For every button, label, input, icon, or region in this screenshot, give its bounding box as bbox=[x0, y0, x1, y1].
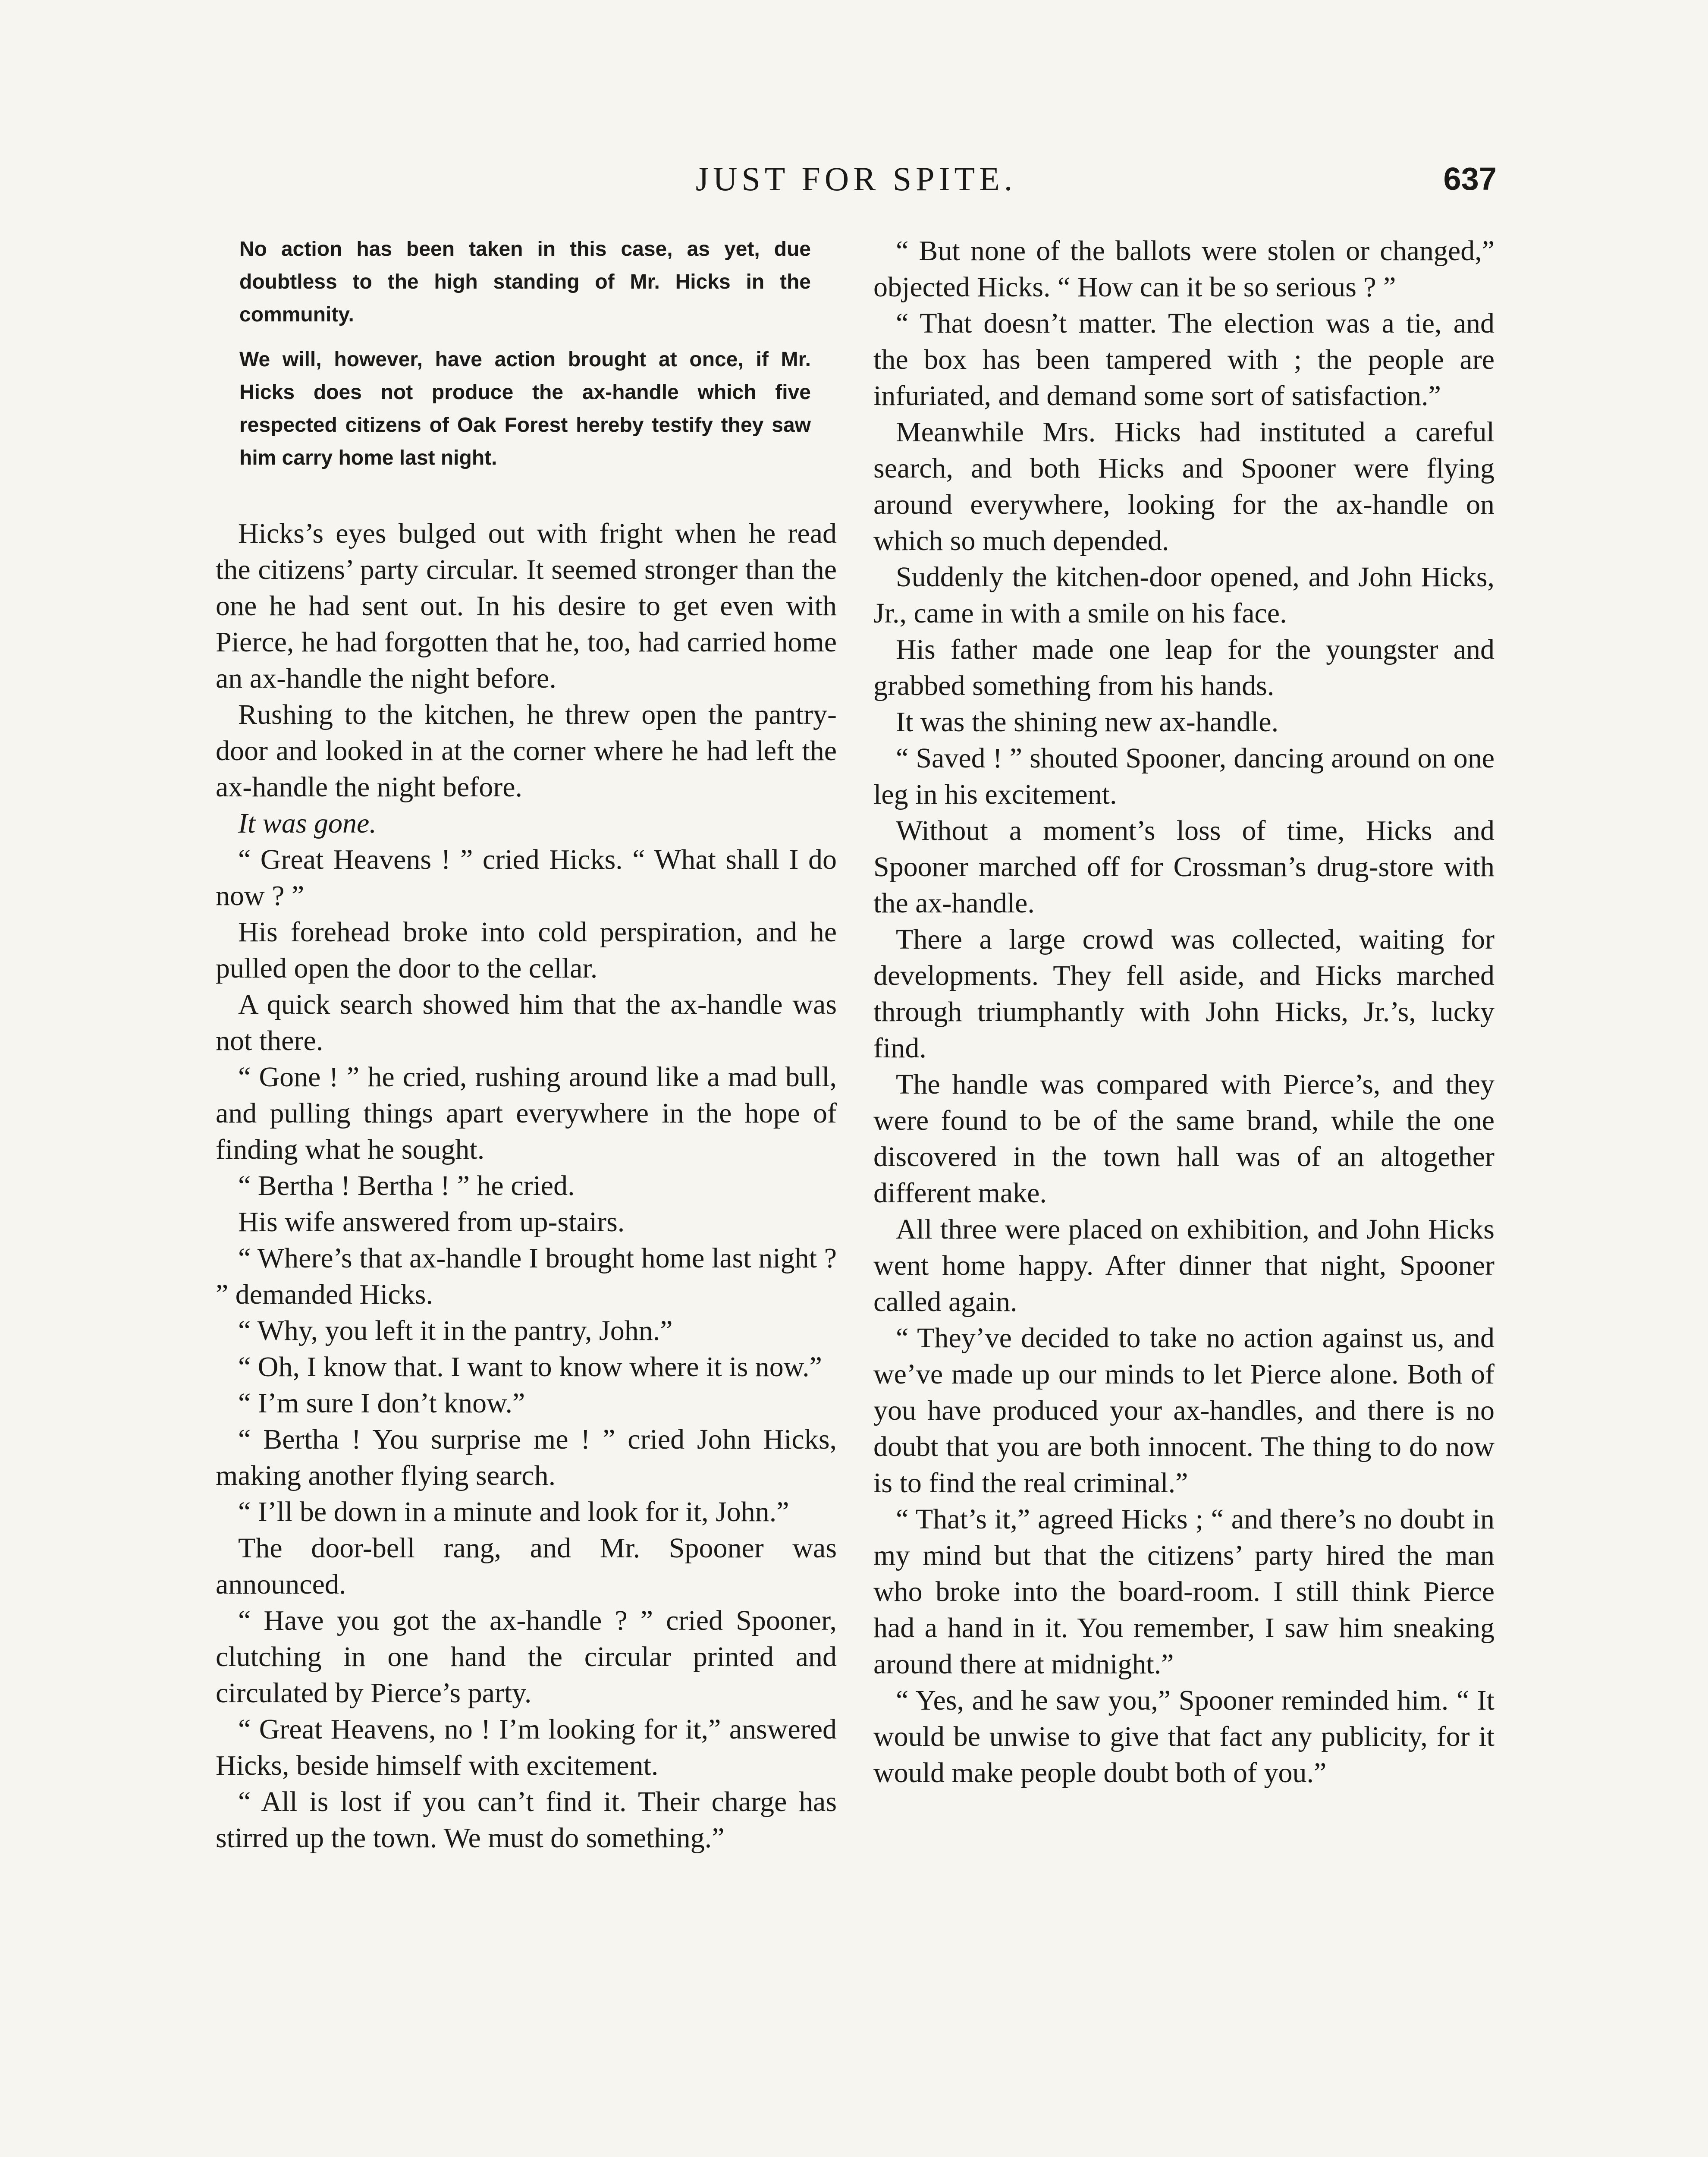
paragraph: “ Yes, and he saw you,” Spooner reminded him. “ It would be unwise to give that fact any publicity, for it would make people doubt both of you.” bbox=[873, 1685, 1494, 1789]
paragraph: “ Great Heavens, no ! I’m looking for it,” answered Hicks, beside himself with excitement. bbox=[216, 1714, 837, 1781]
page-header bbox=[216, 155, 1497, 203]
circular-notice: No action has been taken in this case, as yet, due doubtless to the high standing of Mr. Hicks in the community. bbox=[239, 238, 811, 326]
paragraph: The door-bell rang, and Mr. Spooner was announced. bbox=[216, 1532, 837, 1600]
right-column bbox=[873, 233, 1494, 2157]
paragraph: The handle was compared with Pierce’s, and they were found to be of the same brand, while the one discovered in the town hall was of an altogether different make. bbox=[873, 1069, 1494, 1209]
paragraph: “ Have you got the ax-handle ? ” cried Spooner, clutching in one hand the circular printed and circulated by Pierce’s party. bbox=[216, 1605, 837, 1709]
paragraph: Suddenly the kitchen-door opened, and John Hicks, Jr., came in with a smile on his face. bbox=[873, 561, 1494, 629]
paragraph: Rushing to the kitchen, he threw open the pantry-door and looked in at the corner where he had left the ax-handle the night before. bbox=[216, 699, 837, 803]
paragraph: Meanwhile Mrs. Hicks had instituted a careful search, and both Hicks and Spooner were flying around everywhere, looking for the ax-handle on which so much depended. bbox=[873, 416, 1494, 557]
paragraph: “ I’m sure I don’t know.” bbox=[238, 1387, 525, 1419]
paragraph: “ Great Heavens ! ” cried Hicks. “ What shall I do now ? ” bbox=[216, 844, 837, 912]
paragraph: “ All is lost if you can’t find it. Their charge has stirred up the town. We must do something.” bbox=[216, 1786, 837, 1854]
paragraph: It was the shining new ax-handle. bbox=[896, 706, 1279, 738]
paragraph: His father made one leap for the youngster and grabbed something from his hands. bbox=[873, 634, 1494, 701]
paragraph: His forehead broke into cold perspiration, and he pulled open the door to the cellar. bbox=[216, 916, 837, 984]
running-title: JUST FOR SPITE. bbox=[695, 160, 1017, 198]
paragraph: “ But none of the ballots were stolen or changed,” objected Hicks. “ How can it be so serious ? ” bbox=[873, 235, 1494, 303]
paragraph: “ They’ve decided to take no action against us, and we’ve made up our minds to let Pierce alone. Both of you have produced your ax-handles, and there is no doubt that you are both innocent. The thing to do now is to find the real criminal.” bbox=[873, 1322, 1494, 1499]
paragraph: “ Bertha ! You surprise me ! ” cried John Hicks, making another flying search. bbox=[216, 1424, 837, 1491]
circular-notice: We will, however, have action brought at once, if Mr. Hicks does not produce the ax-handle which five respected citizens of Oak Forest hereby testify they saw him carry home last night. bbox=[239, 348, 811, 469]
paragraph: Hicks’s eyes bulged out with fright when he read the citizens’ party circular. It seemed stronger than the one he had sent out. In his desire to get even with Pierce, he had forgotten that he, too, had carried home an ax-handle the night before. bbox=[216, 518, 837, 694]
paragraph: “ Why, you left it in the pantry, John.” bbox=[238, 1315, 673, 1346]
paragraph: All three were placed on exhibition, and John Hicks went home happy. After dinner that night, Spooner called again. bbox=[873, 1214, 1494, 1317]
paragraph: It was gone. bbox=[238, 808, 377, 839]
paragraph: “ Oh, I know that. I want to know where it is now.” bbox=[238, 1351, 822, 1383]
paragraph: “ That doesn’t matter. The election was a tie, and the box has been tampered with ; the people are infuriated, and demand some sort of satisfaction.” bbox=[873, 308, 1494, 412]
paragraph: “ Gone ! ” he cried, rushing around like a mad bull, and pulling things apart everywhere in the hope of finding what he sought. bbox=[216, 1061, 837, 1165]
paragraph: “ I’ll be down in a minute and look for it, John.” bbox=[238, 1496, 789, 1528]
paragraph: “ Saved ! ” shouted Spooner, dancing around on one leg in his excitement. bbox=[873, 742, 1494, 810]
paragraph: There a large crowd was collected, waiting for developments. They fell aside, and Hicks marched through triumphantly with John Hicks, Jr.’s, lucky find. bbox=[873, 924, 1494, 1064]
paragraph: “ That’s it,” agreed Hicks ; “ and there’s no doubt in my mind but that the citizens’ party hired the man who broke into the board-room. I still think Pierce had a hand in it. You remember, I saw him sneaking around there at midnight.” bbox=[873, 1503, 1494, 1680]
paragraph: “ Where’s that ax-handle I brought home last night ? ” demanded Hicks. bbox=[216, 1242, 837, 1310]
left-column bbox=[216, 233, 837, 2157]
paragraph: A quick search showed him that the ax-handle was not there. bbox=[216, 989, 837, 1056]
paragraph: “ Bertha ! Bertha ! ” he cried. bbox=[238, 1170, 575, 1201]
paragraph: His wife answered from up-stairs. bbox=[238, 1206, 625, 1238]
page-number: 637 bbox=[1443, 161, 1497, 197]
paragraph: Without a moment’s loss of time, Hicks and Spooner marched off for Crossman’s drug-store with the ax-handle. bbox=[873, 815, 1494, 919]
